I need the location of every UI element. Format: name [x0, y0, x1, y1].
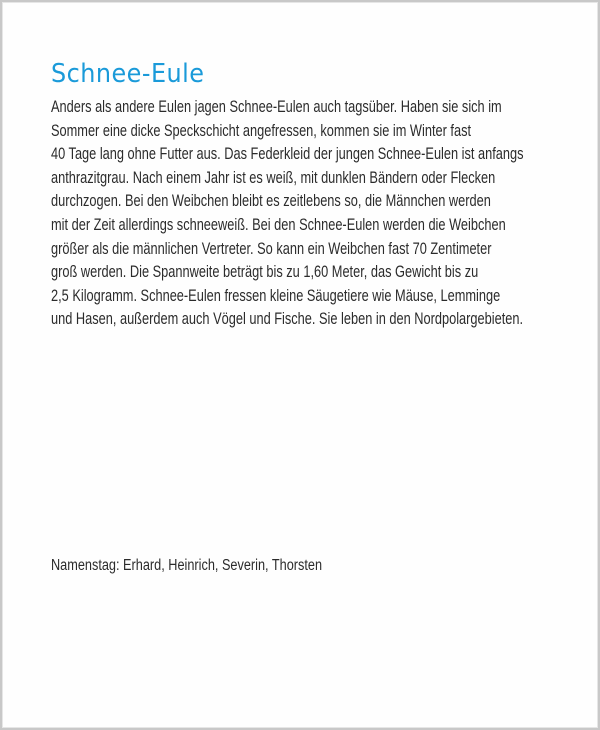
body-paragraph	[51, 96, 524, 332]
page-title: Schnee-Eule	[51, 59, 205, 89]
body-line: durchzogen. Bei den Weibchen bleibt es zeitlebens so, die Männchen werden	[51, 192, 491, 211]
body-line: und Hasen, außerdem auch Vögel und Fische. Sie leben in den Nordpolargebieten.	[51, 310, 524, 329]
body-line: 40 Tage lang ohne Futter aus. Das Federkleid der jungen Schnee-Eulen ist anfangs	[51, 145, 524, 164]
body-line: Anders als andere Eulen jagen Schnee-Eulen auch tagsüber. Haben sie sich im	[51, 98, 502, 116]
body-line: 2,5 Kilogramm. Schnee-Eulen fressen kleine Säugetiere wie Mäuse, Lemminge	[51, 286, 501, 305]
body-line: groß werden. Die Spannweite beträgt bis zu 1,60 Meter, das Gewicht bis zu	[51, 263, 479, 282]
body-line: anthrazitgrau. Nach einem Jahr ist es weiß, mit dunklen Bändern oder Flecken	[51, 168, 496, 187]
nameday-text: Namenstag: Erhard, Heinrich, Severin, Thorsten	[51, 557, 323, 574]
body-line: Sommer eine dicke Speckschicht angefressen, kommen sie im Winter fast	[51, 121, 472, 140]
body-line: größer als die männlichen Vertreter. So kann ein Weibchen fast 70 Zentimeter	[51, 239, 492, 258]
body-line: mit der Zeit allerdings schneeweiß. Bei den Schnee-Eulen werden die Weibchen	[51, 215, 506, 234]
